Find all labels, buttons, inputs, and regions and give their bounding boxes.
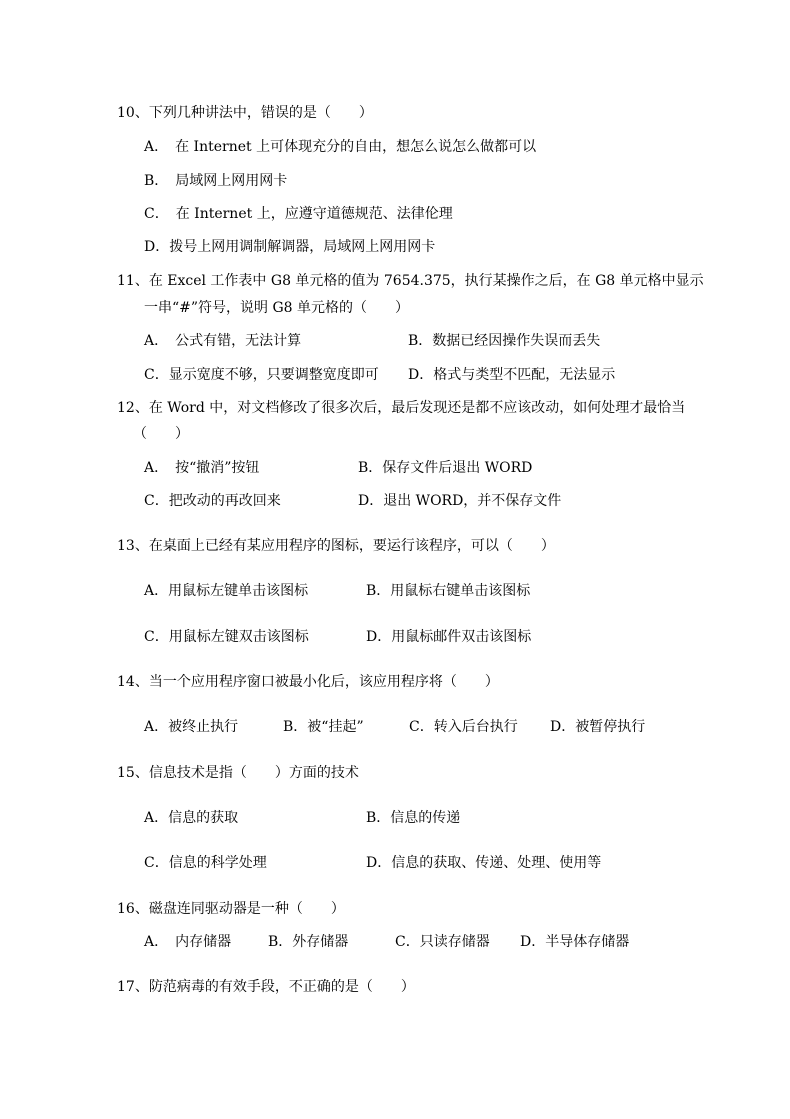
question-16-stem: 16、磁盘连同驱动器是一种（ ） bbox=[117, 901, 345, 917]
question-12-option-b: B．保存文件后退出 WORD bbox=[358, 460, 533, 476]
question-14-option-a: A．被终止执行 bbox=[144, 719, 239, 735]
question-16-option-c: C．只读存储器 bbox=[395, 934, 490, 950]
question-13-option-d: D．用鼠标邮件双击该图标 bbox=[366, 629, 532, 645]
question-10-option-c: C． 在 Internet 上，应遵守道德规范、法律伦理 bbox=[144, 206, 453, 222]
question-11-stem: 11、在 Excel 工作表中 G8 单元格的值为 7654.375，执行某操作之后，在 G8 单元格中显示 bbox=[117, 273, 704, 289]
question-10-option-a: A． 在 Internet 上可体现充分的自由，想怎么说怎么做都可以 bbox=[144, 139, 537, 155]
question-12-stem-cont: （ ） bbox=[133, 426, 189, 442]
question-13-option-c: C．用鼠标左键双击该图标 bbox=[144, 629, 309, 645]
question-17-stem: 17、防范病毒的有效手段，不正确的是（ ） bbox=[117, 979, 415, 995]
question-12-stem: 12、在 Word 中，对文档修改了很多次后，最后发现还是都不应该改动，如何处理才最恰当 bbox=[117, 400, 686, 416]
question-13-option-b: B．用鼠标右键单击该图标 bbox=[366, 583, 531, 599]
question-10-option-d: D．拨号上网用调制解调器，局域网上网用网卡 bbox=[144, 239, 436, 255]
question-12-option-d: D．退出 WORD，并不保存文件 bbox=[358, 493, 562, 509]
question-11-option-b: B．数据已经因操作失误而丢失 bbox=[408, 333, 601, 349]
question-15-stem: 15、信息技术是指（ ）方面的技术 bbox=[117, 765, 359, 781]
question-15-option-a: A．信息的获取 bbox=[144, 810, 239, 826]
question-15-option-d: D．信息的获取、传递、处理、使用等 bbox=[366, 855, 602, 871]
question-13-stem: 13、在桌面上已经有某应用程序的图标，要运行该程序，可以（ ） bbox=[117, 538, 555, 554]
question-15-option-c: C．信息的科学处理 bbox=[144, 855, 267, 871]
question-16-option-d: D．半导体存储器 bbox=[520, 934, 630, 950]
question-11-option-a: A． 公式有错，无法计算 bbox=[144, 333, 302, 349]
question-11-option-d: D．格式与类型不匹配，无法显示 bbox=[408, 367, 616, 383]
question-11-stem-cont: 一串“#”符号，说明 G8 单元格的（ ） bbox=[144, 300, 410, 316]
question-10-stem: 10、下列几种讲法中，错误的是（ ） bbox=[117, 105, 373, 121]
question-11-option-c: C．显示宽度不够，只要调整宽度即可 bbox=[144, 367, 379, 383]
question-14-stem: 14、当一个应用程序窗口被最小化后，该应用程序将（ ） bbox=[117, 674, 499, 690]
question-12-option-a: A． 按“撤消”按钮 bbox=[144, 460, 260, 476]
question-14-option-d: D．被暂停执行 bbox=[550, 719, 646, 735]
question-10-option-b: B． 局域网上网用网卡 bbox=[144, 173, 288, 189]
question-15-option-b: B．信息的传递 bbox=[366, 810, 461, 826]
question-12-option-c: C．把改动的再改回来 bbox=[144, 493, 281, 509]
question-14-option-b: B．被“挂起” bbox=[283, 719, 364, 735]
question-13-option-a: A．用鼠标左键单击该图标 bbox=[144, 583, 309, 599]
question-16-option-b: B．外存储器 bbox=[268, 934, 349, 950]
question-14-option-c: C．转入后台执行 bbox=[409, 719, 518, 735]
question-16-option-a: A． 内存储器 bbox=[144, 934, 232, 950]
